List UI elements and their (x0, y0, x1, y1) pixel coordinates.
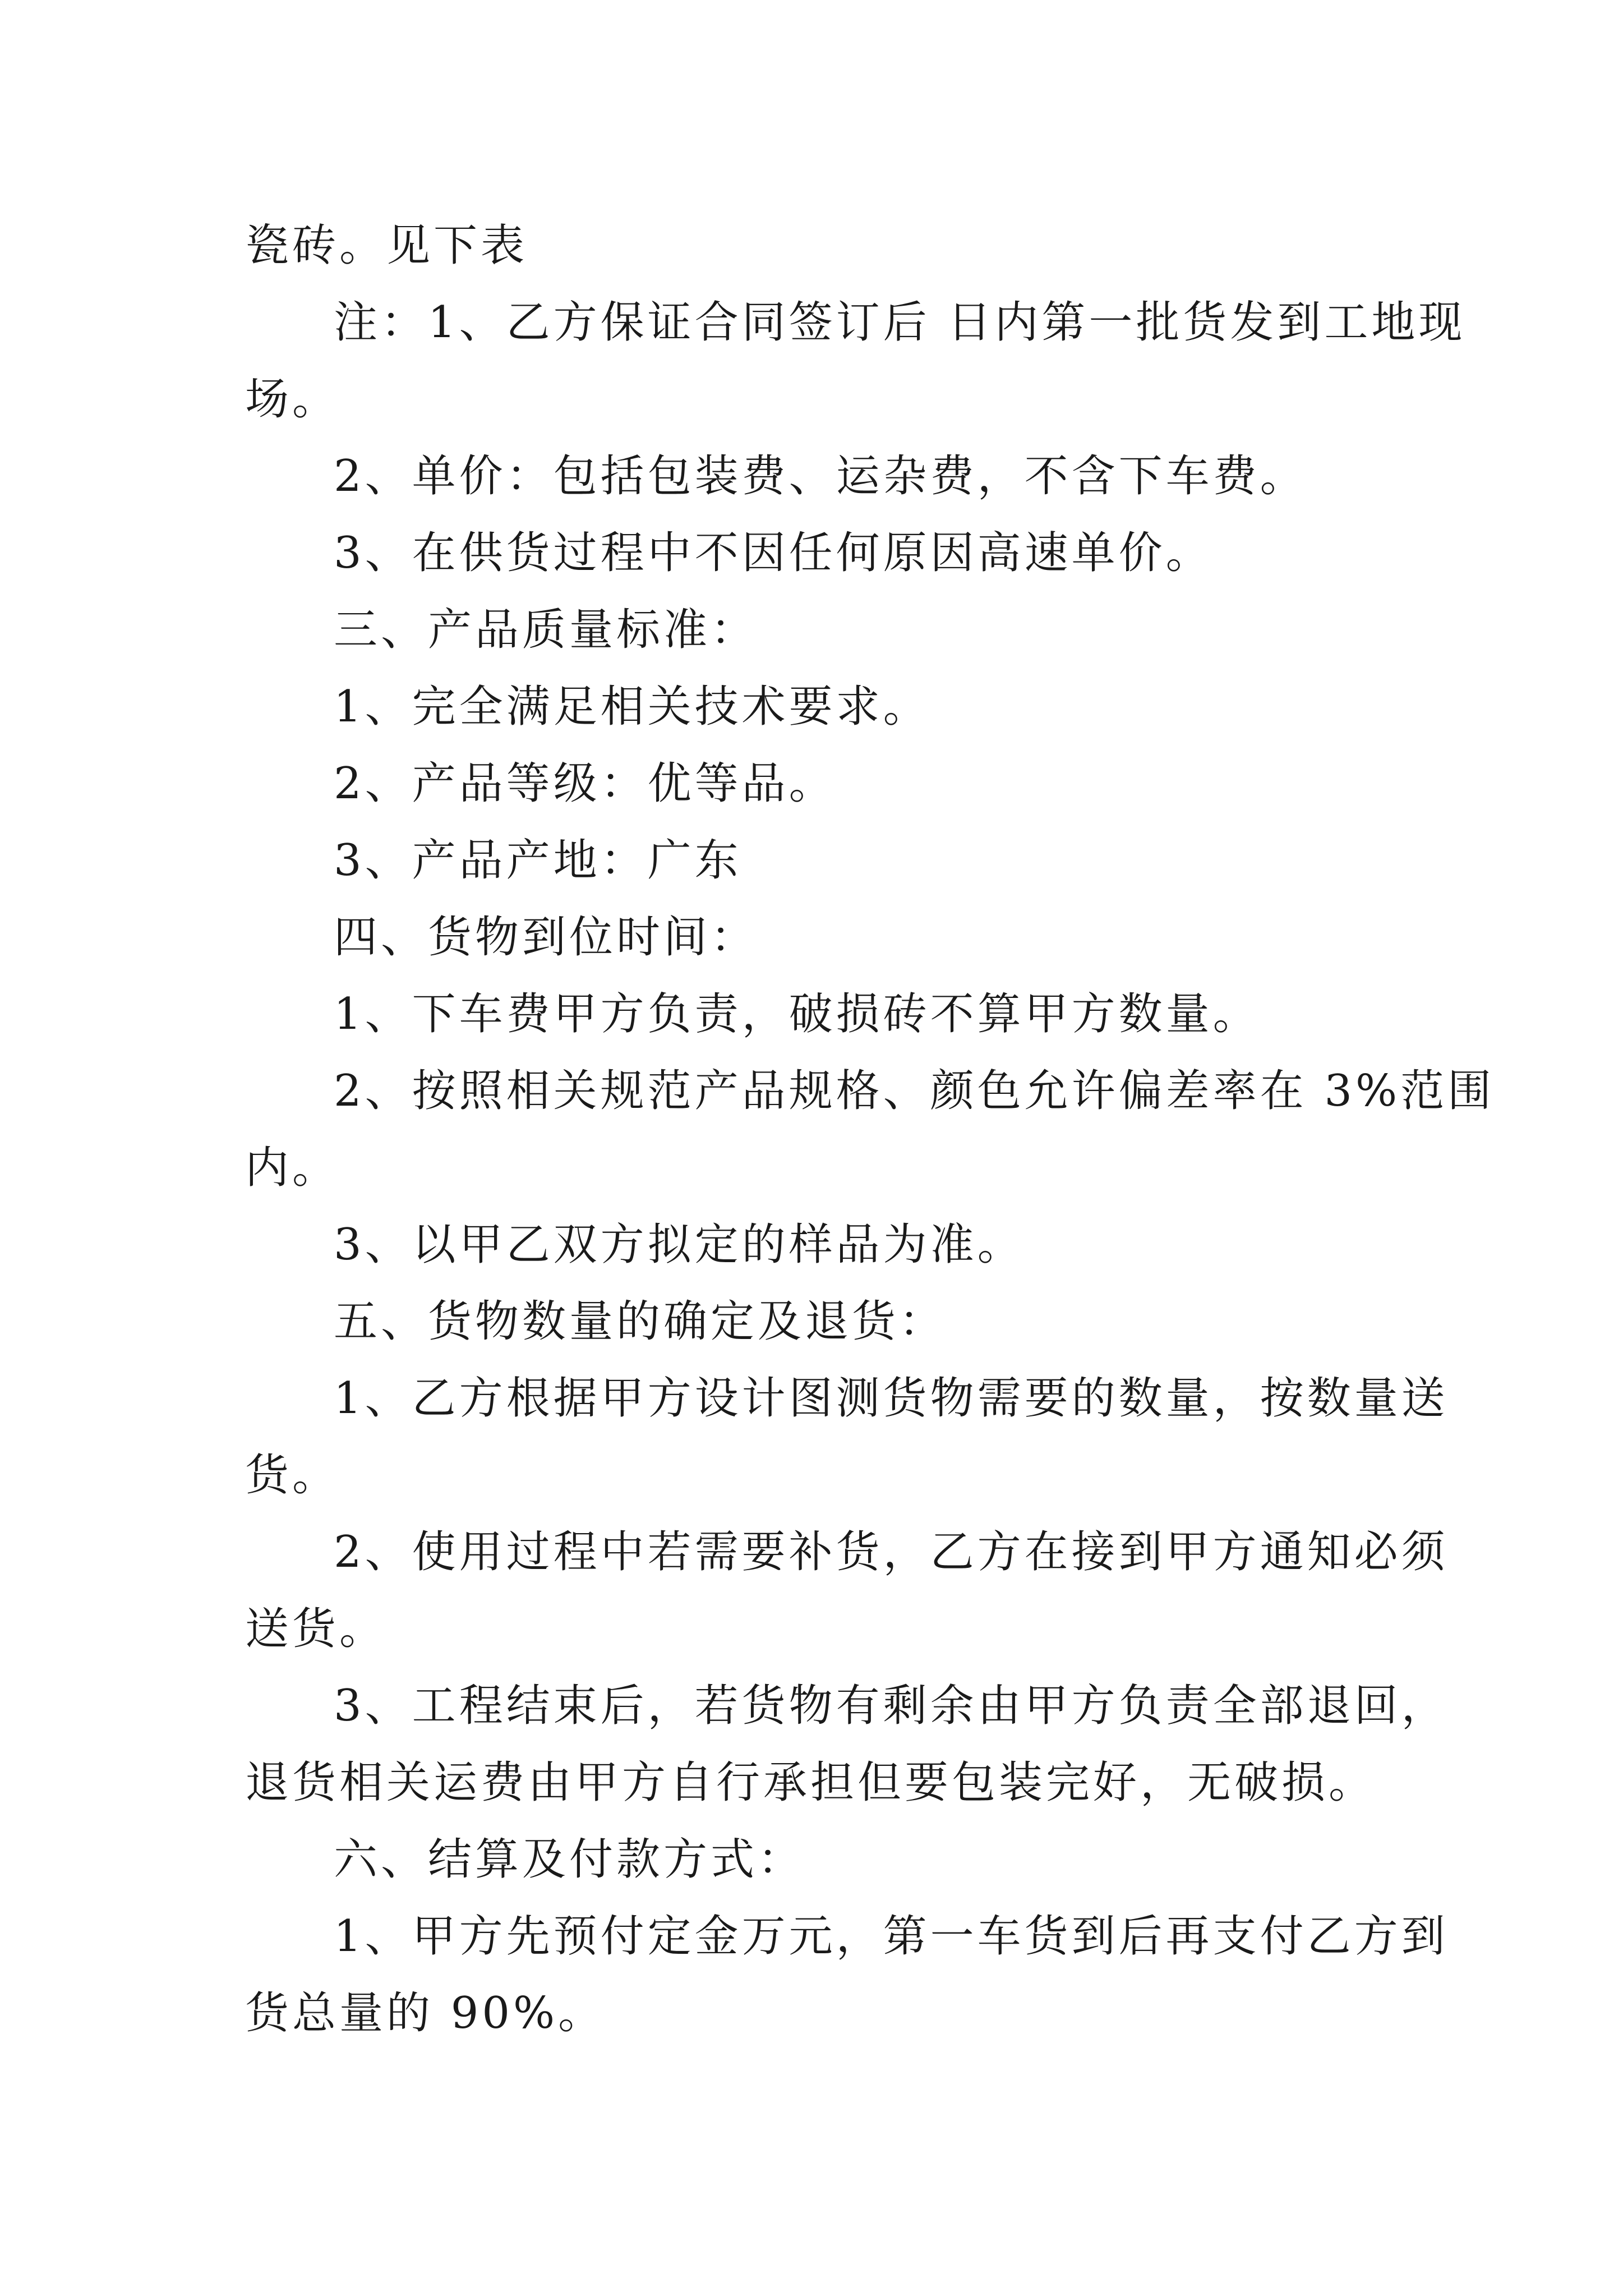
text-line: 注：1、乙方保证合同签订后 日内第一批货发到工地现 (334, 297, 1466, 348)
text-line: 货总量的 90%。 (245, 1988, 606, 2039)
text-line: 内。 (245, 1143, 340, 1193)
text-line: 3、工程结束后，若货物有剩余由甲方负责全部退回， (334, 1681, 1449, 1731)
section-heading: 六、结算及付款方式： (334, 1834, 805, 1885)
text-line: 货。 (245, 1450, 340, 1501)
text-line: 2、按照相关规范产品规格、颜色允许偏差率在 3%范围 (334, 1066, 1495, 1116)
text-line: 1、乙方根据甲方设计图测货物需要的数量，按数量送 (334, 1373, 1449, 1424)
text-line: 场。 (245, 374, 340, 425)
text-line: 1、甲方先预付定金万元，第一车货到后再支付乙方到 (334, 1911, 1449, 1962)
section-heading: 四、货物到位时间： (334, 912, 758, 963)
text-line: 送货。 (245, 1604, 387, 1654)
text-line: 瓷砖。见下表 (245, 220, 528, 271)
text-line: 2、使用过程中若需要补货，乙方在接到甲方通知必须 (334, 1527, 1449, 1577)
document-body (245, 208, 1495, 2052)
section-heading: 三、产品质量标准： (334, 605, 758, 655)
text-line: 2、单价：包括包装费、运杂费，不含下车费。 (334, 451, 1307, 501)
text-line: 退货相关运费由甲方自行承担但要包装完好，无破损。 (245, 1757, 1376, 1808)
text-line: 2、产品等级：优等品。 (334, 758, 836, 809)
text-line: 1、下车费甲方负责，破损砖不算甲方数量。 (334, 989, 1260, 1039)
section-heading: 五、货物数量的确定及退货： (334, 1296, 947, 1347)
text-line: 1、完全满足相关技术要求。 (334, 682, 930, 732)
text-line: 3、在供货过程中不因任何原因高速单价。 (334, 528, 1213, 578)
text-line: 3、产品产地：广东 (334, 835, 742, 886)
text-line: 3、以甲乙双方拟定的样品为准。 (334, 1220, 1025, 1270)
